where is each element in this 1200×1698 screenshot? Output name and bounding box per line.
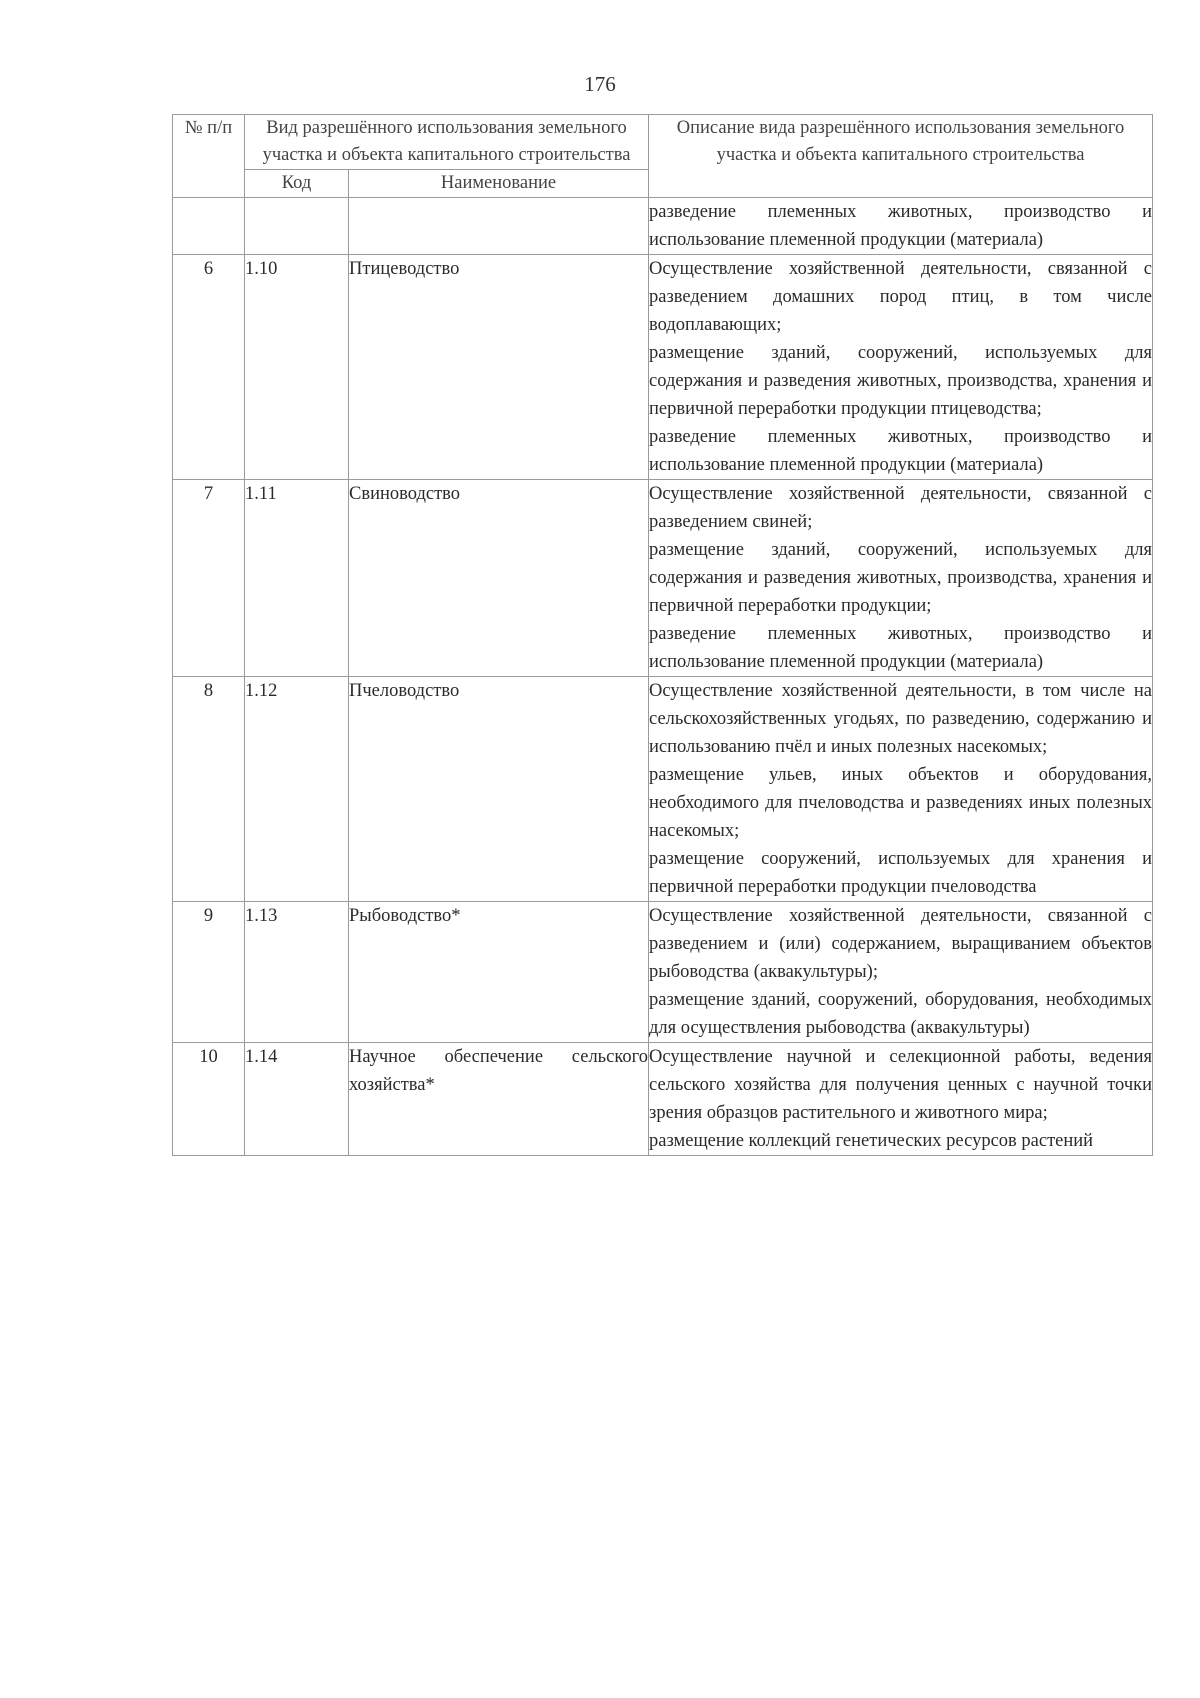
row-num (173, 198, 245, 255)
table-row (173, 1043, 1153, 1156)
row-code (245, 198, 349, 255)
header-row-top (173, 115, 1153, 170)
description-paragraph: разведение племенных животных, производство и использование племенной продукции (материала) (649, 624, 1153, 672)
description-paragraph: размещение ульев, иных объектов и оборудования, необходимого для пчеловодства и разведениях иных полезных насекомых; (649, 765, 1153, 841)
row-num: 10 (173, 1043, 245, 1156)
description-paragraph: размещение зданий, сооружений, используемых для содержания и разведения животных, производства, хранения и первичной переработки продукции птицеводства; (649, 343, 1153, 419)
table-row (173, 255, 1153, 480)
row-code: 1.11 (245, 480, 349, 677)
table-row (173, 677, 1153, 902)
row-name: Птицеводство (349, 255, 649, 480)
row-num: 9 (173, 902, 245, 1043)
table-row (173, 480, 1153, 677)
description-paragraph: Осуществление хозяйственной деятельности, связанной с разведением домашних пород птиц, в том числе водоплавающих; (649, 259, 1153, 335)
row-code: 1.14 (245, 1043, 349, 1156)
description-paragraph: разведение племенных животных, производство и использование племенной продукции (материала) (649, 427, 1153, 475)
row-name: Пчеловодство (349, 677, 649, 902)
row-description (649, 902, 1153, 1043)
row-description (649, 198, 1153, 255)
row-num: 7 (173, 480, 245, 677)
land-use-table (172, 114, 1153, 1156)
description-paragraph: размещение коллекций генетических ресурсов растений (649, 1131, 1094, 1151)
description-paragraph: размещение зданий, сооружений, оборудования, необходимых для осуществления рыбоводства (аквакультуры) (649, 990, 1153, 1038)
description-paragraph: размещение зданий, сооружений, используемых для содержания и разведения животных, производства, хранения и первичной переработки продукции; (649, 540, 1153, 616)
row-description (649, 677, 1153, 902)
header-num: № п/п (173, 115, 245, 198)
description-paragraph: разведение племенных животных, производство и использование племенной продукции (материала) (649, 202, 1153, 250)
header-name: Наименование (349, 170, 649, 198)
description-paragraph: Осуществление хозяйственной деятельности, связанной с разведением и (или) содержанием, выращиванием объектов рыбоводства (аквакультуры); (649, 906, 1153, 982)
row-description (649, 1043, 1153, 1156)
row-description (649, 255, 1153, 480)
table-row (173, 902, 1153, 1043)
row-name: Свиноводство (349, 480, 649, 677)
row-description (649, 480, 1153, 677)
header-description: Описание вида разрешённого использования земельного участка и объекта капитального строительства (649, 115, 1153, 198)
row-code: 1.12 (245, 677, 349, 902)
row-name (349, 198, 649, 255)
row-code: 1.10 (245, 255, 349, 480)
row-num: 6 (173, 255, 245, 480)
table-row (173, 198, 1153, 255)
row-num: 8 (173, 677, 245, 902)
header-code: Код (245, 170, 349, 198)
row-code: 1.13 (245, 902, 349, 1043)
description-paragraph: Осуществление хозяйственной деятельности, в том числе на сельскохозяйственных угодьях, по разведению, содержанию и использованию пчёл и иных полезных насекомых; (649, 681, 1153, 757)
description-paragraph: Осуществление научной и селекционной работы, ведения сельского хозяйства для получения ценных с научной точки зрения образцов растительного и животного мира; (649, 1047, 1153, 1123)
row-name: Рыбоводство* (349, 902, 649, 1043)
description-paragraph: Осуществление хозяйственной деятельности, связанной с разведением свиней; (649, 484, 1153, 532)
page-number: 176 (584, 72, 616, 96)
description-paragraph: размещение сооружений, используемых для хранения и первичной переработки продукции пчеловодства (649, 849, 1153, 897)
header-land-use-type: Вид разрешённого использования земельного участка и объекта капитального строительства (245, 115, 649, 170)
row-name: Научное обеспечение сельского хозяйства* (349, 1043, 649, 1156)
